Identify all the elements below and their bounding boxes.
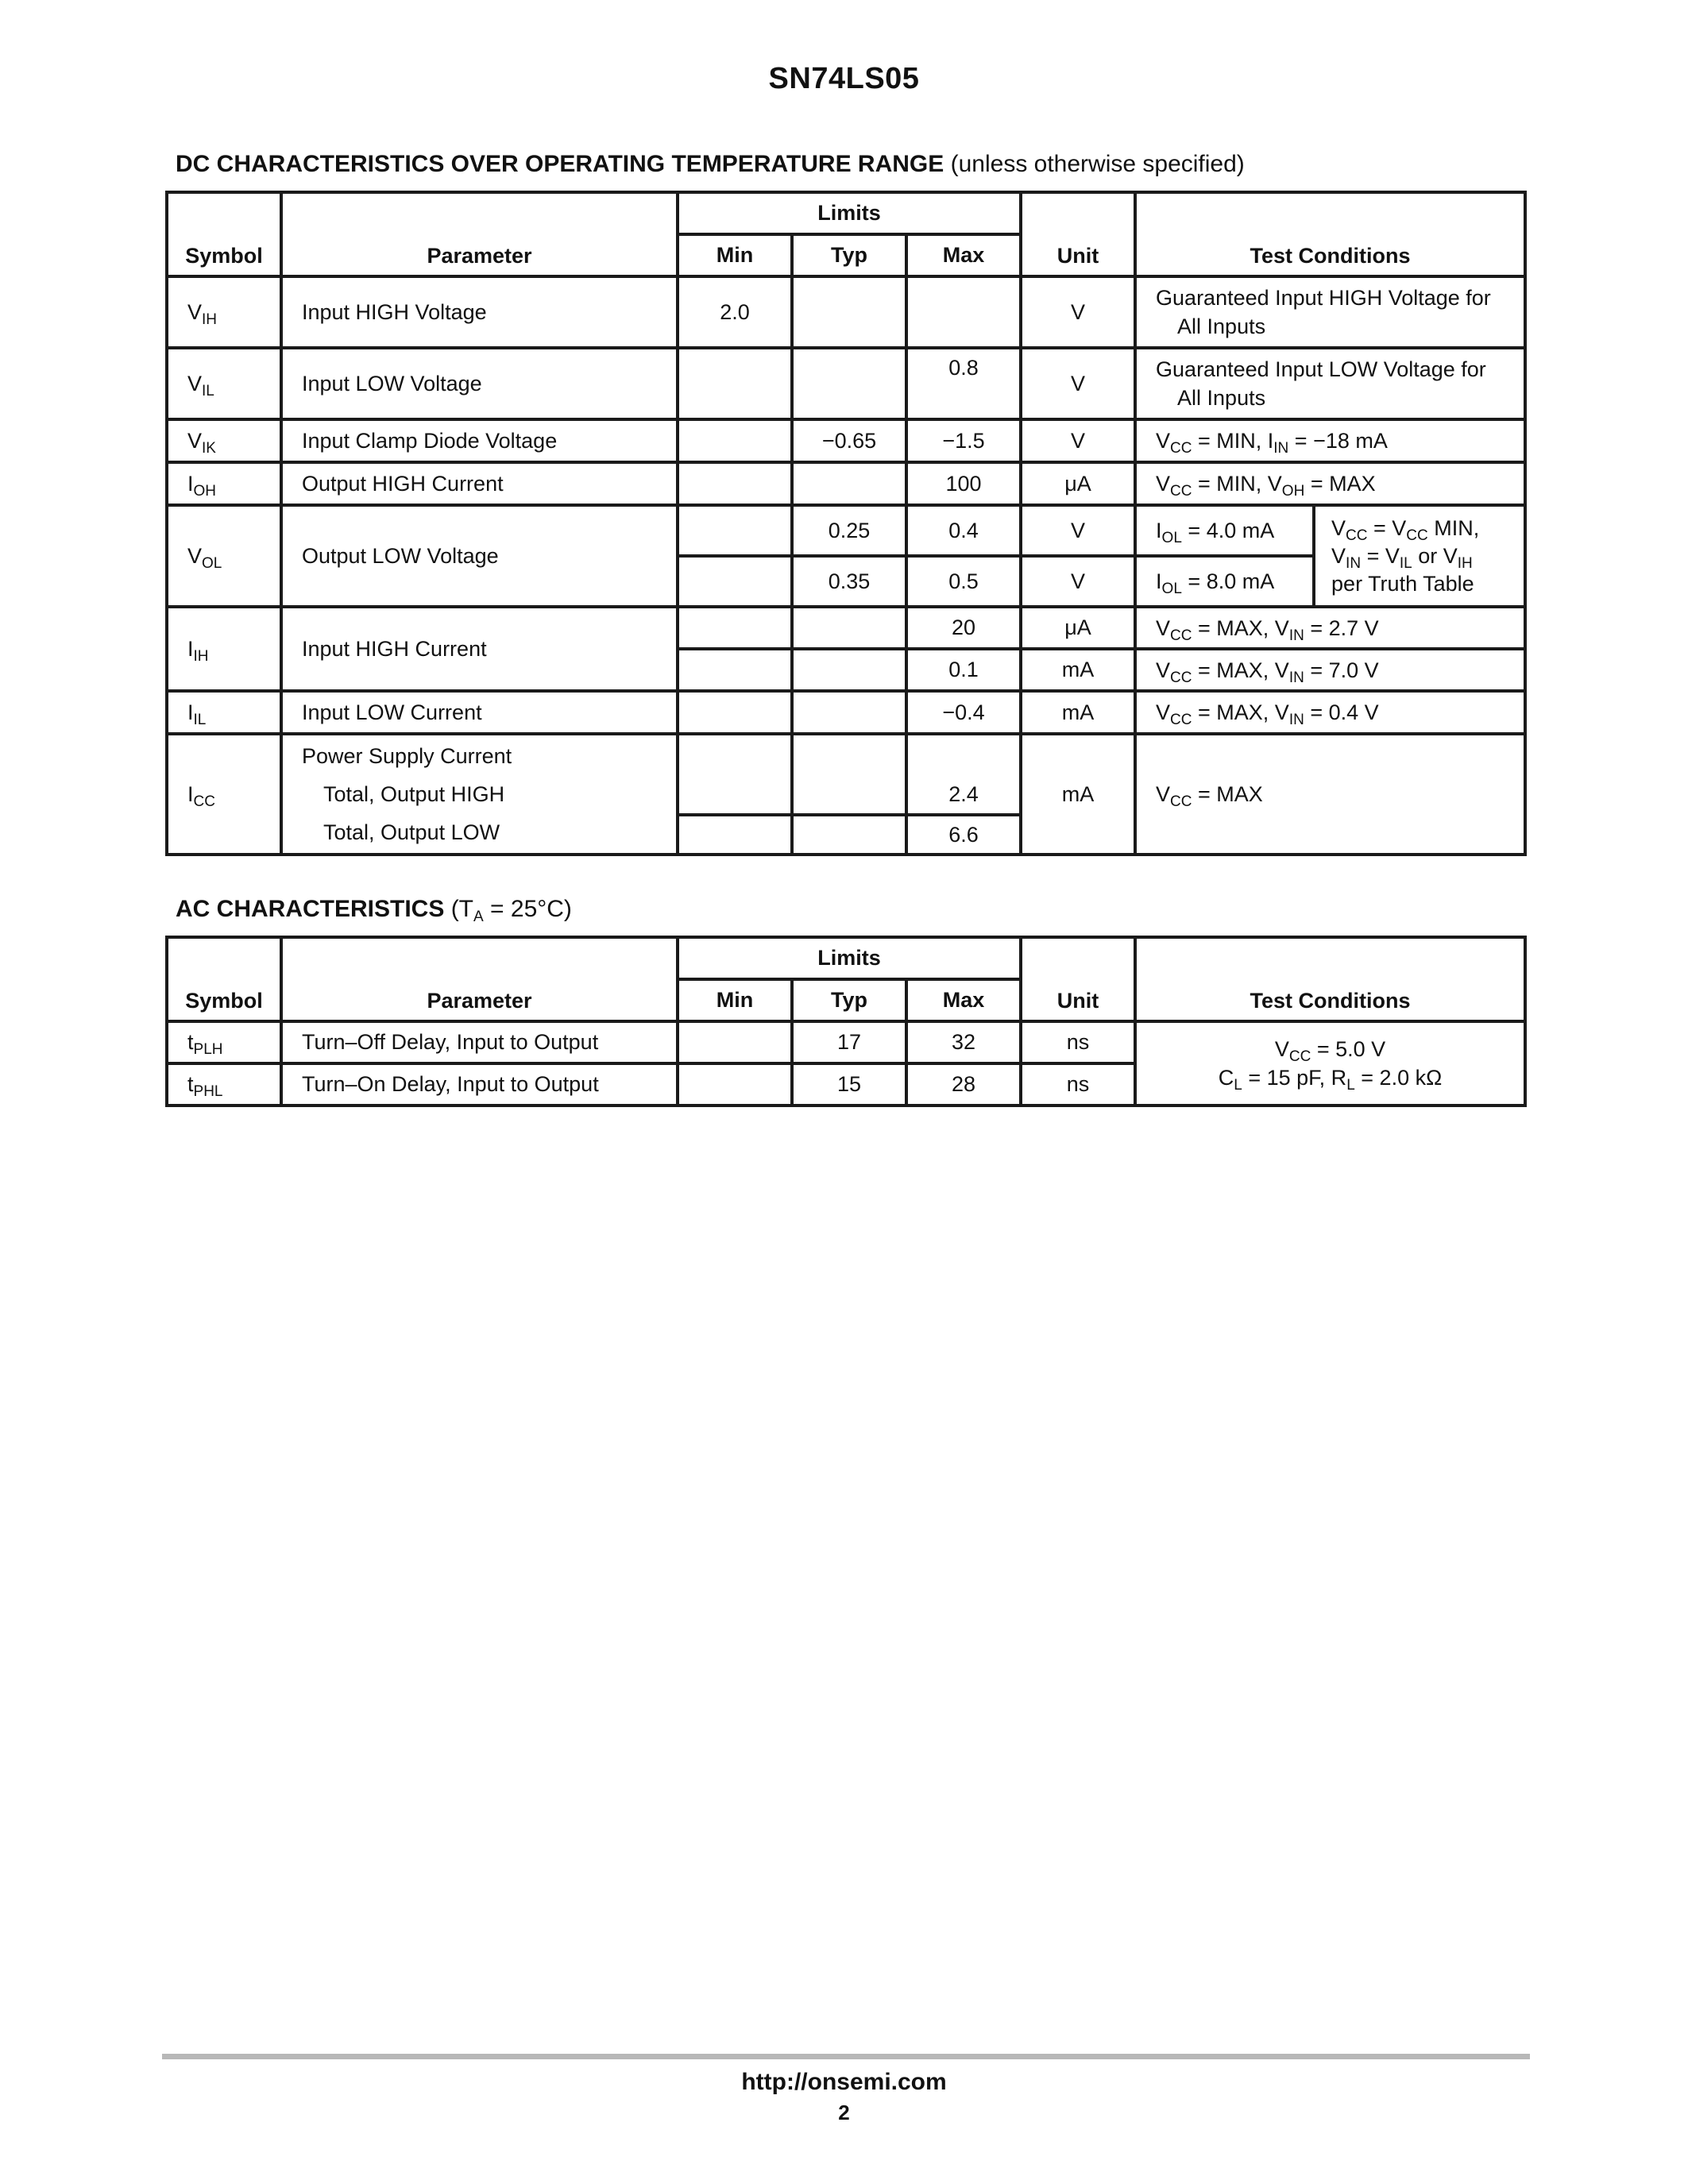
max-cell <box>906 276 1021 348</box>
unit-cell: mA <box>1021 691 1135 734</box>
max-cell: 2.4 <box>906 734 1021 815</box>
min-cell <box>678 649 792 691</box>
max-cell: 100 <box>906 462 1021 505</box>
test-condition-cell: Guaranteed Input LOW Voltage for All Inputs <box>1135 348 1525 419</box>
symbol-cell: $I_{OH}$ <box>167 462 281 505</box>
table-row-vil <box>167 348 1525 419</box>
unit-cell: mA <box>1021 649 1135 691</box>
ac-col-symbol: Symbol <box>167 937 281 1021</box>
symbol-cell: $I_{IH}$ <box>167 607 281 691</box>
unit-cell: μA <box>1021 462 1135 505</box>
typ-cell: 0.35 <box>792 556 906 607</box>
ac-col-typ: Typ <box>792 979 906 1021</box>
symbol-cell: $I_{CC}$ <box>167 734 281 855</box>
max-cell: 32 <box>906 1021 1021 1063</box>
typ-cell <box>792 734 906 815</box>
ac-heading-bold: AC CHARACTERISTICS <box>176 896 445 922</box>
typ-cell: 15 <box>792 1063 906 1106</box>
min-cell <box>678 815 792 855</box>
unit-cell: ns <box>1021 1021 1135 1063</box>
max-cell: 28 <box>906 1063 1021 1106</box>
page-number: 2 <box>838 2101 850 2124</box>
unit-cell: μA <box>1021 607 1135 649</box>
dc-col-typ: Typ <box>792 234 906 276</box>
typ-cell <box>792 691 906 734</box>
dc-col-symbol: Symbol <box>167 192 281 276</box>
dc-heading-note: (unless otherwise specified) <box>950 151 1245 177</box>
parameter-cell: Turn–Off Delay, Input to Output <box>281 1021 678 1063</box>
test-condition-shared-cell: $V_{CC} = V_{CC}$ MIN, $V_{IN} = V_{IL}$ or $V_{IH}$ per Truth Table <box>1314 505 1525 607</box>
typ-cell: 17 <box>792 1021 906 1063</box>
max-cell: 0.5 <box>906 556 1021 607</box>
dc-heading <box>176 151 1245 178</box>
table-row-icc <box>167 734 1525 815</box>
ac-col-test-conditions: Test Conditions <box>1135 937 1525 1021</box>
min-cell <box>678 462 792 505</box>
symbol-cell: $I_{IL}$ <box>167 691 281 734</box>
dc-col-max: Max <box>906 234 1021 276</box>
min-cell: 2.0 <box>678 276 792 348</box>
ac-col-parameter: Parameter <box>281 937 678 1021</box>
table-row-vih <box>167 276 1525 348</box>
dc-characteristics-table <box>165 191 1527 856</box>
parameter-cell: Input Clamp Diode Voltage <box>281 419 678 462</box>
unit-cell: V <box>1021 419 1135 462</box>
table-row-ioh <box>167 462 1525 505</box>
typ-cell <box>792 276 906 348</box>
test-condition-cell: $V_{CC}$ = MAX, $V_{IN} = 2.7$ V <box>1135 607 1525 649</box>
max-cell: 6.6 <box>906 815 1021 855</box>
ac-col-max: Max <box>906 979 1021 1021</box>
test-condition-cell: $V_{CC}$ = MAX, $V_{IN} = 0.4$ V <box>1135 691 1525 734</box>
footer-url-link[interactable]: http://onsemi.com <box>741 2069 947 2095</box>
test-condition-cell: $V_{CC} = 5.0$ V $C_L = 15$ pF, $R_L = 2.0$ kΩ <box>1135 1021 1525 1106</box>
test-condition-cell: $I_{OL} = 4.0$ mA <box>1135 505 1314 556</box>
table-row-iil <box>167 691 1525 734</box>
max-cell: −1.5 <box>906 419 1021 462</box>
min-cell <box>678 691 792 734</box>
parameter-cell: Output LOW Voltage <box>281 505 678 607</box>
unit-cell: ns <box>1021 1063 1135 1106</box>
ac-heading-note: $(T_A = 25^\circ C)$ <box>450 896 572 925</box>
parameter-cell: Input HIGH Current <box>281 607 678 691</box>
table-row-iih <box>167 607 1525 649</box>
max-cell: 20 <box>906 607 1021 649</box>
typ-cell: 0.25 <box>792 505 906 556</box>
ac-col-min: Min <box>678 979 792 1021</box>
test-condition-cell: $V_{CC}$ = MAX <box>1135 734 1525 855</box>
test-condition-cell: $V_{CC}$ = MIN, $V_{OH}$ = MAX <box>1135 462 1525 505</box>
ac-characteristics-table <box>165 936 1527 1107</box>
parameter-cell: Output HIGH Current <box>281 462 678 505</box>
min-cell <box>678 556 792 607</box>
min-cell <box>678 348 792 419</box>
dc-col-test-conditions: Test Conditions <box>1135 192 1525 276</box>
unit-cell: V <box>1021 505 1135 556</box>
unit-cell: mA <box>1021 734 1135 855</box>
symbol-cell: $V_{OL}$ <box>167 505 281 607</box>
min-cell <box>678 1021 792 1063</box>
test-condition-cell: Guaranteed Input HIGH Voltage for All Inputs <box>1135 276 1525 348</box>
unit-cell: V <box>1021 348 1135 419</box>
symbol-cell: $V_{IL}$ <box>167 348 281 419</box>
test-condition-cell: $I_{OL} = 8.0$ mA <box>1135 556 1314 607</box>
page-title: SN74LS05 <box>768 62 920 95</box>
typ-cell <box>792 348 906 419</box>
dc-col-min: Min <box>678 234 792 276</box>
max-cell: 0.1 <box>906 649 1021 691</box>
parameter-cell: Turn–On Delay, Input to Output <box>281 1063 678 1106</box>
min-cell <box>678 419 792 462</box>
max-cell: 0.4 <box>906 505 1021 556</box>
min-cell <box>678 1063 792 1106</box>
parameter-cell: Input LOW Current <box>281 691 678 734</box>
dc-heading-bold: DC CHARACTERISTICS OVER OPERATING TEMPERATURE RANGE <box>176 151 944 177</box>
unit-cell: V <box>1021 556 1135 607</box>
min-cell <box>678 607 792 649</box>
ac-col-unit: Unit <box>1021 937 1135 1021</box>
symbol-cell: $V_{IK}$ <box>167 419 281 462</box>
parameter-cell: Input HIGH Voltage <box>281 276 678 348</box>
dc-col-parameter: Parameter <box>281 192 678 276</box>
dc-col-unit: Unit <box>1021 192 1135 276</box>
test-condition-cell: $V_{CC}$ = MIN, $I_{IN} = -18$ mA <box>1135 419 1525 462</box>
min-cell <box>678 734 792 815</box>
parameter-cell: Input LOW Voltage <box>281 348 678 419</box>
test-condition-cell: $V_{CC}$ = MAX, $V_{IN} = 7.0$ V <box>1135 649 1525 691</box>
footer-divider <box>162 2054 1530 2059</box>
symbol-cell: $V_{IH}$ <box>167 276 281 348</box>
max-cell: −0.4 <box>906 691 1021 734</box>
typ-cell: −0.65 <box>792 419 906 462</box>
typ-cell <box>792 649 906 691</box>
min-cell <box>678 505 792 556</box>
unit-cell: V <box>1021 276 1135 348</box>
table-row-tplh <box>167 1021 1525 1063</box>
symbol-cell: $t_{PLH}$ <box>167 1021 281 1063</box>
max-cell: 0.8 <box>906 348 1021 419</box>
dc-col-limits: Limits <box>678 192 1021 234</box>
typ-cell <box>792 462 906 505</box>
ac-col-limits: Limits <box>678 937 1021 979</box>
typ-cell <box>792 815 906 855</box>
ac-heading <box>176 896 572 923</box>
parameter-cell: Power Supply Current Total, Output HIGH Total, Output LOW <box>281 734 678 855</box>
table-row-vik <box>167 419 1525 462</box>
symbol-cell: $t_{PHL}$ <box>167 1063 281 1106</box>
table-row-vol <box>167 505 1525 556</box>
typ-cell <box>792 607 906 649</box>
